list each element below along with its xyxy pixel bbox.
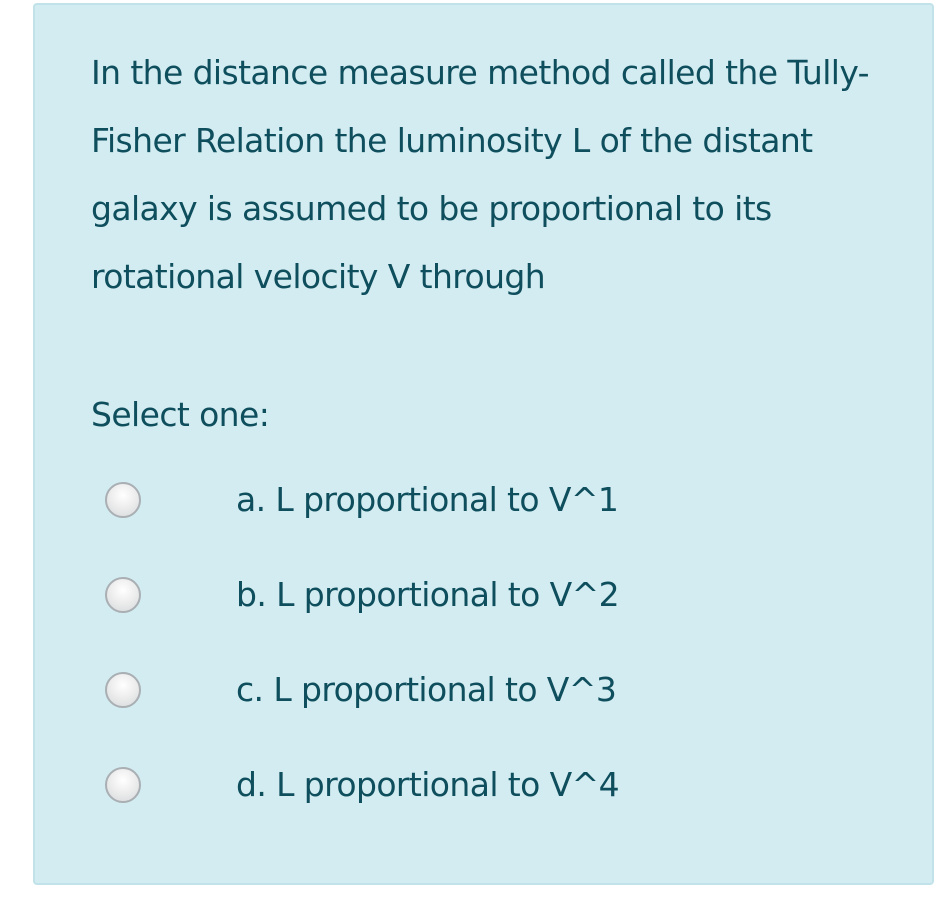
option-c[interactable] [105,660,665,720]
radio-button-a[interactable] [105,482,141,518]
option-a-label[interactable]: a. L proportional to V^1 [236,480,619,519]
option-b[interactable] [105,565,665,625]
radio-button-d[interactable] [105,767,141,803]
question-card [33,3,934,885]
option-d[interactable] [105,755,665,815]
option-a[interactable] [105,470,665,530]
question-text: In the distance measure method called the Tully-Fisher Relation the luminosity L of the distant galaxy is assumed to be proportional to its rotational velocity V through [91,53,869,296]
option-b-label[interactable]: b. L proportional to V^2 [236,575,620,614]
radio-button-c[interactable] [105,672,141,708]
option-d-label[interactable]: d. L proportional to V^4 [236,765,620,804]
select-one-prompt: Select one: [91,395,270,434]
option-c-label[interactable]: c. L proportional to V^3 [236,670,617,709]
radio-button-b[interactable] [105,577,141,613]
